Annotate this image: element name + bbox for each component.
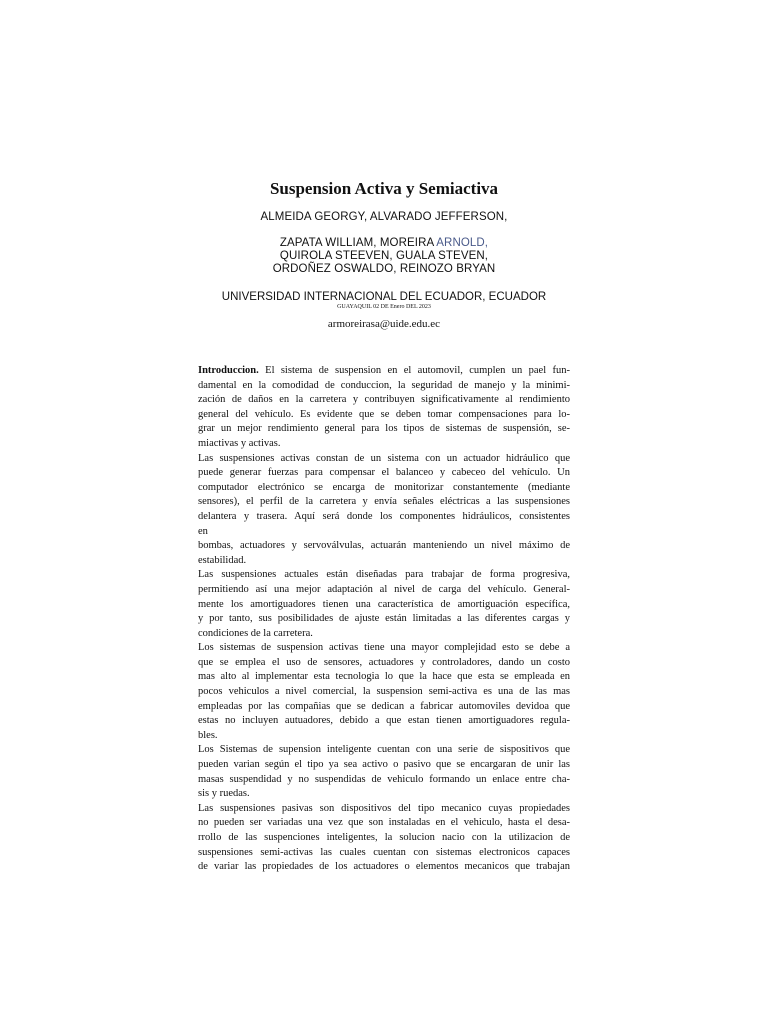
university-affiliation: UNIVERSIDAD INTERNACIONAL DEL ECUADOR, ECUADOR <box>221 291 547 303</box>
author-email: armoreirasa@uide.edu.ec <box>327 318 441 330</box>
body-line: suspensiones semi-activas las cuales cuentan con sistemas electronicos capaces <box>198 846 570 858</box>
body-line: empleadas por las compañias que se dedican a fabricar automoviles devidoa que <box>198 700 570 712</box>
body-line: no pueden ser variadas una vez que son instaladas en el vehiculo, hasta el desa- <box>198 817 570 829</box>
body-line: masas suspendidad y no suspendidas de vehiculo formando un enlace entre cha- <box>198 773 570 785</box>
body-line: y por tanto, sus posibilidades de ajuste están limitadas a las diferentes cargas y <box>198 613 570 625</box>
body-line: general del vehículo. Es evidente que se deben tomar compensaciones para lo- <box>198 408 570 420</box>
body-line: grar un mejor rendimiento general para los tipos de sistemas de suspensión, se- <box>198 423 570 435</box>
body-line: Los Sistemas de supension inteligente cuentan con una serie de sispositivos que <box>198 744 570 756</box>
body-line: Los sistemas de suspension activas tiene una mayor complejidad esto se debe a <box>198 642 570 654</box>
authors-line-4: ORDOÑEZ OSWALDO, REINOZO BRYAN <box>272 263 496 275</box>
body-line: puede generar fuerzas para compensar el balanceo y cabeceo del vehículo. Un <box>198 467 570 479</box>
body-line: damental en la comodidad de conduccion, la seguridad de manejo y la minimi- <box>198 379 570 391</box>
body-line: Las suspensiones actuales están diseñadas para trabajar de forma progresiva, <box>198 569 570 581</box>
body-line: mente los amortiguadores tienen una característica de amortiguación específica, <box>198 598 570 610</box>
body-line: delantera y trasera. Aquí será donde los componentes hidráulicos, consistentes <box>198 510 570 522</box>
authors-line-2 <box>0 237 768 249</box>
paper-date: GUAYAQUIL 02 DE Enero DEL 2023 <box>337 304 431 310</box>
body-line: pocos vehiculos a nivel comercial, la suspension semi-activa es una de las mas <box>198 686 570 698</box>
authors-line-2-accent: ARNOLD, <box>436 237 489 249</box>
body-line: rrollo de las suspenciones inteligentes, la solucion nacio con la utilizacion de <box>198 832 570 843</box>
body-text <box>198 364 570 875</box>
authors-line-2-main: ZAPATA WILLIAM, MOREIRA <box>279 237 437 249</box>
body-line: permitiendo así una mejor adaptación al nivel de carga del vehículo. General- <box>198 583 570 595</box>
body-line: Las suspensiones activas constan de un sistema con un actuador hidráulico que <box>198 452 570 464</box>
body-line: estas no incluyen autuadores, debido a que estan tienen amortiguadores regula- <box>198 715 570 727</box>
body-line: bombas, actuadores y servoválvulas, actuarán manteniendo un nivel máximo de <box>198 540 570 552</box>
body-line: sensores), el perfil de la carretera y envía señales eléctricas a las suspensiones <box>198 496 570 508</box>
body-line: Introduccion. El sistema de suspension en el automovil, cumplen un pael fun- <box>198 365 570 376</box>
intro-label: Introduccion. <box>198 365 259 376</box>
body-line: que se emplea el uso de sensores, actuadores y controladores, dando un costo <box>198 656 570 668</box>
paper-title: Suspension Activa y Semiactiva <box>269 179 499 198</box>
body-line: computador electrónico se encarga de monitorizar constantemente (mediante <box>198 481 570 493</box>
body-line: zación de daños en la carretera y contribuyen significativamente al rendimiento <box>198 394 570 406</box>
authors-line-3: QUIROLA STEEVEN, GUALA STEVEN, <box>279 250 489 262</box>
authors-line-1: ALMEIDA GEORGY, ALVARADO JEFFERSON, <box>260 211 508 223</box>
body-line: estabilidad. <box>198 554 247 566</box>
body-line: bles. <box>198 729 218 741</box>
body-line: de variar las propiedades de los actuadores o elementos mecanicos que trabajan <box>198 861 570 873</box>
body-line: condiciones de la carretera. <box>198 627 313 639</box>
body-line: mas alto al implementar esta tecnologia lo que la hace que esta se empleada en <box>198 671 570 683</box>
body-line: sis y ruedas. <box>198 788 250 800</box>
body-line: pueden varian según el tipo ya sea activo o pasivo que se encargaran de unir las <box>198 759 570 771</box>
body-line: miactivas y activas. <box>198 437 281 449</box>
body-line: Las suspensiones pasivas son dispositivos del tipo mecanico cuyas propiedades <box>198 802 570 814</box>
body-line: en <box>198 525 208 537</box>
